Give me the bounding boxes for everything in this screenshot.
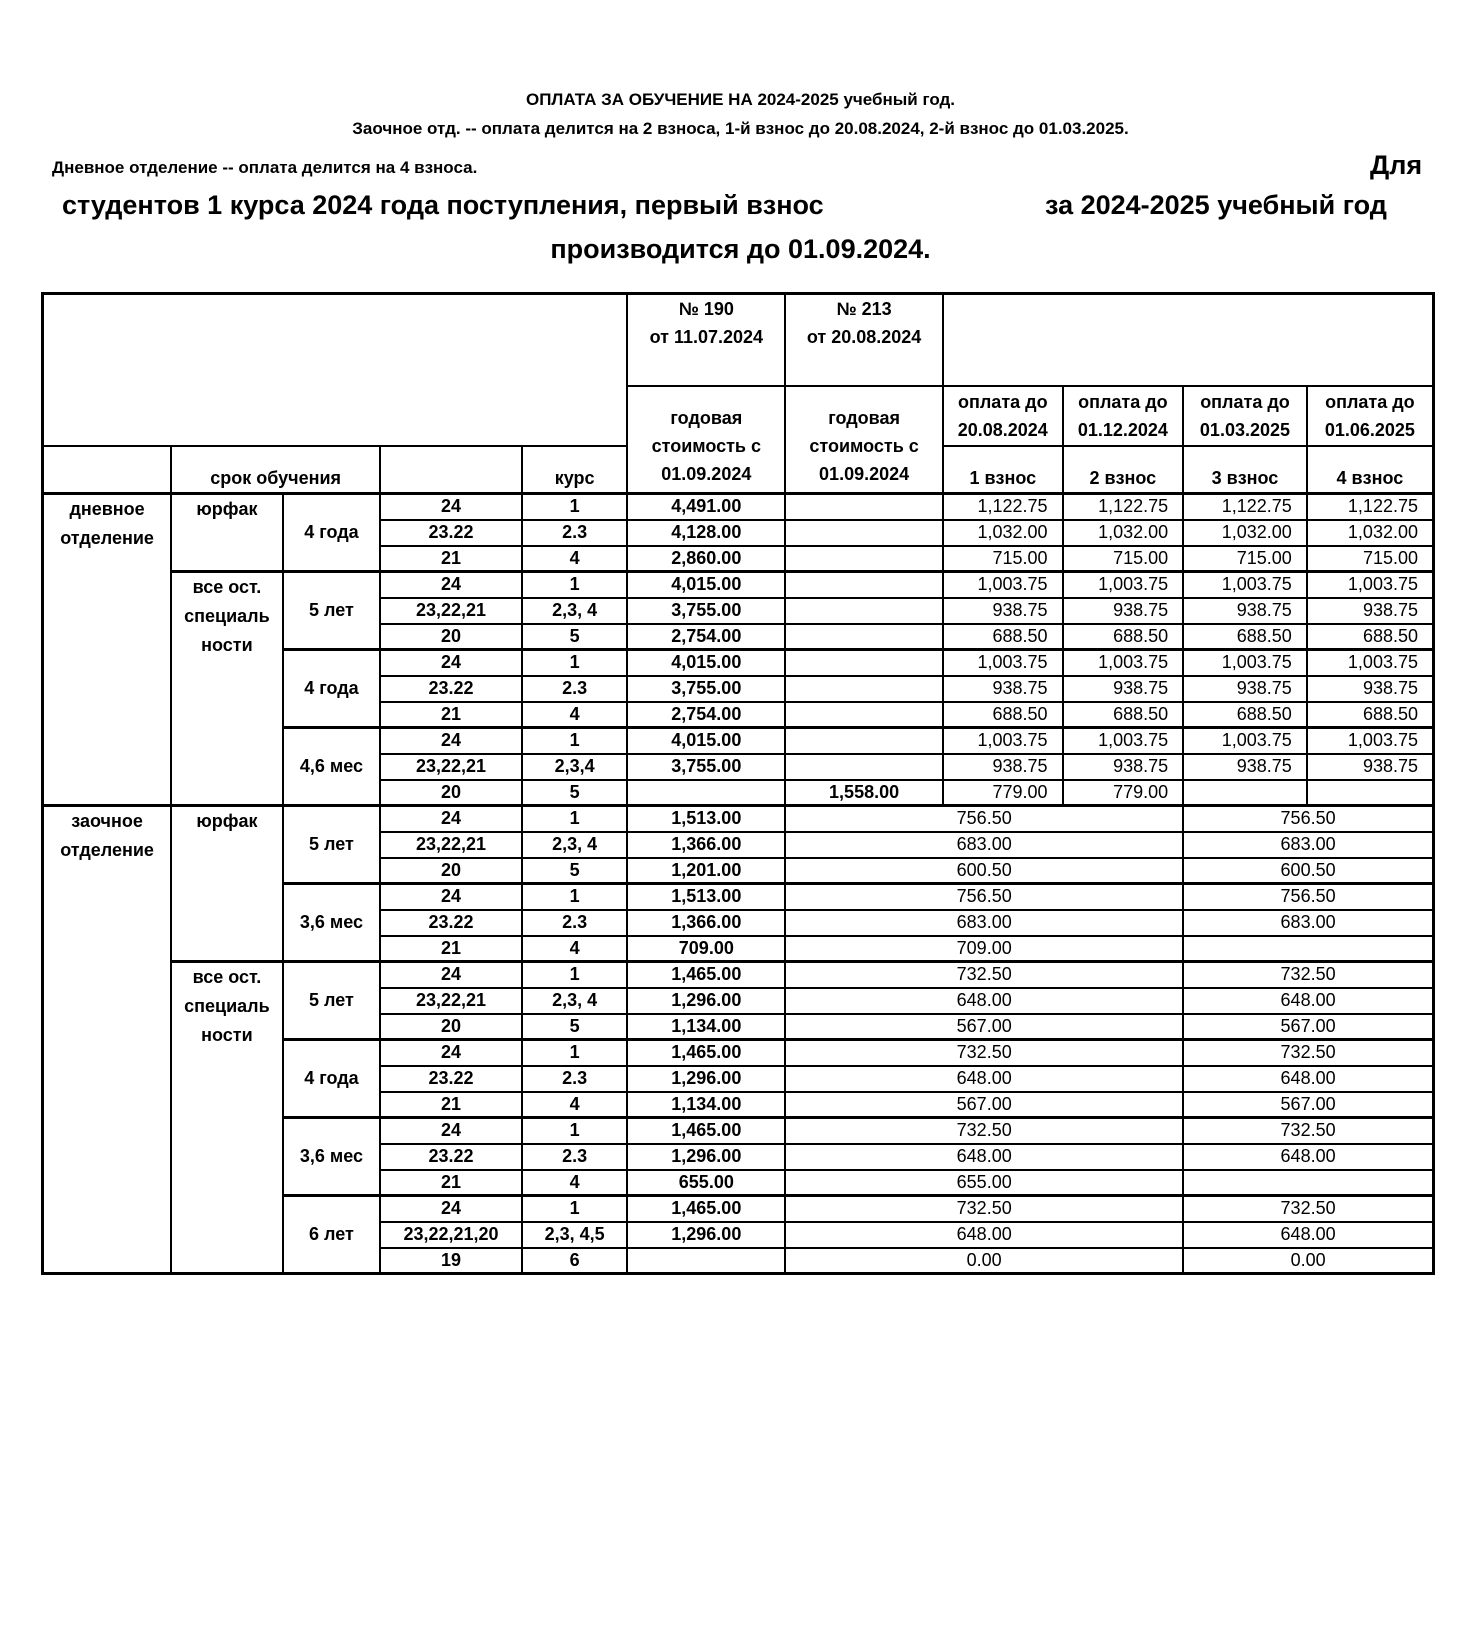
installment-cell: 938.75 (943, 754, 1063, 780)
installment-cell: 1,032.00 (1063, 520, 1184, 546)
installment-cell: 938.75 (1063, 598, 1184, 624)
installment-2-cell: 732.50 (1183, 962, 1433, 988)
installment-2-cell (1183, 936, 1433, 962)
table-row (43, 962, 1434, 988)
installment-1-cell: 0.00 (785, 1248, 1183, 1274)
term-label: 5 лет (283, 806, 380, 884)
year-cell: 19 (380, 1248, 522, 1274)
cost-cell: 1,296.00 (627, 1222, 785, 1248)
spec-label-other: все ост. специаль ности (171, 962, 283, 1274)
pay2-header: оплата до 01.12.2024 (1063, 386, 1184, 446)
cost2-cell (785, 650, 943, 676)
installment-1-cell: 756.50 (785, 884, 1183, 910)
year-cell: 24 (380, 1196, 522, 1222)
cost-cell: 1,366.00 (627, 832, 785, 858)
course-cell: 1 (522, 884, 628, 910)
course-cell: 2.3 (522, 520, 628, 546)
installment-1-cell: 648.00 (785, 988, 1183, 1014)
installment-2-cell: 0.00 (1183, 1248, 1433, 1274)
inst1-header: 1 взнос (943, 446, 1063, 494)
term-label: 5 лет (283, 962, 380, 1040)
installment-cell: 688.50 (1063, 702, 1184, 728)
installment-cell: 1,003.75 (1307, 572, 1434, 598)
installment-cell: 1,003.75 (1183, 572, 1307, 598)
cost-cell: 1,134.00 (627, 1092, 785, 1118)
installment-1-cell: 732.50 (785, 1196, 1183, 1222)
cost-cell: 2,860.00 (627, 546, 785, 572)
cost-cell: 1,513.00 (627, 884, 785, 910)
installment-2-cell: 732.50 (1183, 1196, 1433, 1222)
installment-2-cell: 732.50 (1183, 1040, 1433, 1066)
year-cell: 24 (380, 494, 522, 520)
year-cell: 24 (380, 728, 522, 754)
installment-cell: 1,003.75 (1307, 728, 1434, 754)
term-label: 4 года (283, 1040, 380, 1118)
installment-cell: 1,003.75 (1183, 650, 1307, 676)
installment-cell: 1,122.75 (1063, 494, 1184, 520)
installment-cell: 1,003.75 (943, 650, 1063, 676)
installment-cell: 715.00 (943, 546, 1063, 572)
order-213-date: от 20.08.2024 (806, 327, 922, 347)
header-blank-dept (43, 446, 172, 494)
table-row (43, 494, 1434, 520)
installment-cell: 715.00 (1183, 546, 1307, 572)
installment-1-cell: 683.00 (785, 832, 1183, 858)
header-blank-year (380, 446, 522, 494)
year-cell: 24 (380, 650, 522, 676)
day-dept-note: Дневное отделение -- оплата делится на 4 взноса. (52, 158, 478, 177)
year-cell: 24 (380, 1118, 522, 1144)
first-year-note-start: Для (1370, 150, 1423, 180)
installment-cell: 688.50 (1307, 624, 1434, 650)
installment-1-cell: 683.00 (785, 910, 1183, 936)
course-cell: 1 (522, 1196, 628, 1222)
year-cell: 21 (380, 1092, 522, 1118)
cost-cell: 1,366.00 (627, 910, 785, 936)
cost-cell: 1,201.00 (627, 858, 785, 884)
pay1-header: оплата до 20.08.2024 (943, 386, 1063, 446)
course-cell: 2.3 (522, 910, 628, 936)
order-190 (627, 294, 785, 386)
year-cell: 20 (380, 780, 522, 806)
year-cell: 21 (380, 546, 522, 572)
course-header: курс (522, 446, 628, 494)
installment-2-cell: 648.00 (1183, 1222, 1433, 1248)
installment-cell: 938.75 (1307, 598, 1434, 624)
installment-cell: 688.50 (943, 702, 1063, 728)
installment-1-cell: 648.00 (785, 1066, 1183, 1092)
order-213-number: № 213 (836, 299, 892, 319)
installment-cell: 779.00 (1063, 780, 1184, 806)
year-cell: 23.22 (380, 520, 522, 546)
installment-2-cell: 648.00 (1183, 1066, 1433, 1092)
cost-cell: 4,128.00 (627, 520, 785, 546)
installment-cell: 938.75 (1307, 754, 1434, 780)
course-cell: 2.3 (522, 1066, 628, 1092)
installment-cell (1307, 780, 1434, 806)
course-cell: 2,3, 4 (522, 598, 628, 624)
cost2-cell: 1,558.00 (785, 780, 943, 806)
cost-cell: 1,296.00 (627, 1066, 785, 1092)
installment-1-cell: 648.00 (785, 1222, 1183, 1248)
cost2-cell (785, 728, 943, 754)
installment-cell: 1,032.00 (943, 520, 1063, 546)
year-cell: 23.22 (380, 676, 522, 702)
installment-1-cell: 600.50 (785, 858, 1183, 884)
year-cell: 20 (380, 624, 522, 650)
year-cell: 23,22,21,20 (380, 1222, 522, 1248)
cost2-cell (785, 546, 943, 572)
installment-cell: 715.00 (1307, 546, 1434, 572)
year-cell: 23,22,21 (380, 754, 522, 780)
year-cell: 24 (380, 806, 522, 832)
spec-label-other: все ост. специаль ности (171, 572, 283, 806)
course-cell: 4 (522, 546, 628, 572)
course-cell: 5 (522, 858, 628, 884)
cost-cell: 2,754.00 (627, 702, 785, 728)
order-190-date: от 11.07.2024 (649, 327, 764, 347)
installment-cell: 938.75 (1183, 754, 1307, 780)
course-cell: 5 (522, 624, 628, 650)
installment-cell: 1,122.75 (1183, 494, 1307, 520)
installment-cell: 938.75 (1183, 676, 1307, 702)
year-cell: 23,22,21 (380, 598, 522, 624)
cost-cell: 4,015.00 (627, 572, 785, 598)
order-190-number: № 190 (678, 299, 734, 319)
term-label: 5 лет (283, 572, 380, 650)
year-cell: 24 (380, 884, 522, 910)
installment-2-cell: 756.50 (1183, 806, 1433, 832)
installment-1-cell: 655.00 (785, 1170, 1183, 1196)
installment-cell: 688.50 (943, 624, 1063, 650)
installment-cell: 938.75 (943, 598, 1063, 624)
installment-cell (1183, 780, 1307, 806)
cost-cell: 1,465.00 (627, 1118, 785, 1144)
cost-cell (627, 1248, 785, 1274)
year-cell: 24 (380, 962, 522, 988)
installment-1-cell: 567.00 (785, 1014, 1183, 1040)
cost-cell: 655.00 (627, 1170, 785, 1196)
cost-cell: 1,465.00 (627, 962, 785, 988)
table-row (43, 572, 1434, 598)
course-cell: 1 (522, 1040, 628, 1066)
cost2-cell (785, 572, 943, 598)
installment-cell: 938.75 (943, 676, 1063, 702)
installment-cell: 1,003.75 (1307, 650, 1434, 676)
installment-1-cell: 732.50 (785, 1118, 1183, 1144)
first-year-note-end: производится до 01.09.2024. (550, 234, 931, 264)
year-cell: 23,22,21 (380, 832, 522, 858)
course-cell: 4 (522, 1170, 628, 1196)
first-year-note-left: студентов 1 курса 2024 года поступления, первый взнос (62, 190, 824, 220)
course-cell: 2.3 (522, 1144, 628, 1170)
cost-cell: 1,296.00 (627, 1144, 785, 1170)
inst2-header: 2 взнос (1063, 446, 1184, 494)
course-cell: 2,3, 4 (522, 832, 628, 858)
installment-cell: 1,003.75 (1183, 728, 1307, 754)
course-cell: 1 (522, 572, 628, 598)
correspondence-note: Заочное отд. -- оплата делится на 2 взноса, 1-й взнос до 20.08.2024, 2-й взнос до 01.03.2025. (352, 119, 1129, 138)
installment-cell: 779.00 (943, 780, 1063, 806)
table-row (43, 806, 1434, 832)
cost-cell: 3,755.00 (627, 754, 785, 780)
installment-cell: 1,003.75 (943, 728, 1063, 754)
installment-2-cell: 683.00 (1183, 910, 1433, 936)
installment-2-cell: 567.00 (1183, 1014, 1433, 1040)
year-cell: 20 (380, 858, 522, 884)
year-cell: 21 (380, 1170, 522, 1196)
course-cell: 1 (522, 1118, 628, 1144)
installment-1-cell: 648.00 (785, 1144, 1183, 1170)
annual-cost-header-1: годовая стоимость с 01.09.2024 (627, 386, 785, 494)
installment-2-cell (1183, 1170, 1433, 1196)
cost-cell: 1,465.00 (627, 1196, 785, 1222)
cost2-cell (785, 494, 943, 520)
year-cell: 23,22,21 (380, 988, 522, 1014)
cost-cell: 1,513.00 (627, 806, 785, 832)
installment-2-cell: 683.00 (1183, 832, 1433, 858)
spec-label-law: юрфак (171, 494, 283, 572)
installment-cell: 1,003.75 (1063, 650, 1184, 676)
course-cell: 2,3, 4 (522, 988, 628, 1014)
installment-1-cell: 709.00 (785, 936, 1183, 962)
cost-cell: 1,465.00 (627, 1040, 785, 1066)
installment-cell: 1,032.00 (1307, 520, 1434, 546)
cost2-cell (785, 624, 943, 650)
course-cell: 5 (522, 780, 628, 806)
installment-2-cell: 732.50 (1183, 1118, 1433, 1144)
installment-2-cell: 648.00 (1183, 988, 1433, 1014)
cost2-cell (785, 520, 943, 546)
pay4-header: оплата до 01.06.2025 (1307, 386, 1434, 446)
installment-cell: 688.50 (1307, 702, 1434, 728)
cost-cell: 4,015.00 (627, 728, 785, 754)
year-cell: 21 (380, 936, 522, 962)
installment-2-cell: 756.50 (1183, 884, 1433, 910)
course-cell: 1 (522, 650, 628, 676)
installment-1-cell: 732.50 (785, 1040, 1183, 1066)
spec-label-law: юрфак (171, 806, 283, 962)
installment-cell: 688.50 (1063, 624, 1184, 650)
course-cell: 1 (522, 962, 628, 988)
cost-cell: 3,755.00 (627, 598, 785, 624)
header-row-1 (43, 294, 1434, 386)
cost-cell: 4,015.00 (627, 650, 785, 676)
cost-cell: 3,755.00 (627, 676, 785, 702)
cost-cell: 2,754.00 (627, 624, 785, 650)
installment-cell: 688.50 (1183, 702, 1307, 728)
installment-cell: 715.00 (1063, 546, 1184, 572)
cost2-cell (785, 754, 943, 780)
course-cell: 5 (522, 1014, 628, 1040)
cost-cell: 1,134.00 (627, 1014, 785, 1040)
installment-2-cell: 600.50 (1183, 858, 1433, 884)
installment-cell: 938.75 (1183, 598, 1307, 624)
year-cell: 21 (380, 702, 522, 728)
dept-label-corr: заочное отделение (43, 806, 172, 1274)
course-cell: 2,3, 4,5 (522, 1222, 628, 1248)
installment-1-cell: 756.50 (785, 806, 1183, 832)
course-cell: 4 (522, 936, 628, 962)
term-label: 6 лет (283, 1196, 380, 1274)
first-year-note-right: за 2024-2025 учебный год (1045, 190, 1387, 220)
year-cell: 23.22 (380, 1144, 522, 1170)
cost2-cell (785, 676, 943, 702)
cost-cell: 709.00 (627, 936, 785, 962)
installment-cell: 1,003.75 (1063, 572, 1184, 598)
cost2-cell (785, 598, 943, 624)
installment-cell: 938.75 (1307, 676, 1434, 702)
term-label: 3,6 мес (283, 1118, 380, 1196)
doc-title: ОПЛАТА ЗА ОБУЧЕНИЕ НА 2024-2025 учебный год. (525, 90, 956, 109)
installment-cell: 1,003.75 (943, 572, 1063, 598)
course-cell: 2,3,4 (522, 754, 628, 780)
header-blank (43, 294, 628, 446)
cost-cell (627, 780, 785, 806)
installment-1-cell: 732.50 (785, 962, 1183, 988)
course-cell: 1 (522, 806, 628, 832)
header-blank-right (943, 294, 1434, 386)
installment-1-cell: 567.00 (785, 1092, 1183, 1118)
course-cell: 6 (522, 1248, 628, 1274)
installment-cell: 938.75 (1063, 676, 1184, 702)
cost-cell: 1,296.00 (627, 988, 785, 1014)
installment-cell: 688.50 (1183, 624, 1307, 650)
year-cell: 24 (380, 1040, 522, 1066)
course-cell: 1 (522, 728, 628, 754)
order-213 (785, 294, 943, 386)
term-label: 4 года (283, 650, 380, 728)
course-cell: 4 (522, 1092, 628, 1118)
inst3-header: 3 взнос (1183, 446, 1307, 494)
course-cell: 2.3 (522, 676, 628, 702)
installment-cell: 1,122.75 (943, 494, 1063, 520)
course-cell: 1 (522, 494, 628, 520)
year-cell: 23.22 (380, 1066, 522, 1092)
term-label: 4 года (283, 494, 380, 572)
pay3-header: оплата до 01.03.2025 (1183, 386, 1307, 446)
term-header: срок обучения (171, 446, 380, 494)
installment-cell: 938.75 (1063, 754, 1184, 780)
installment-cell: 1,032.00 (1183, 520, 1307, 546)
inst4-header: 4 взнос (1307, 446, 1434, 494)
annual-cost-header-2: годовая стоимость с 01.09.2024 (785, 386, 943, 494)
term-label: 3,6 мес (283, 884, 380, 962)
installment-2-cell: 648.00 (1183, 1144, 1433, 1170)
fees-table (41, 292, 1435, 1275)
installment-cell: 1,003.75 (1063, 728, 1184, 754)
installment-cell: 1,122.75 (1307, 494, 1434, 520)
term-label: 4,6 мес (283, 728, 380, 806)
installment-2-cell: 567.00 (1183, 1092, 1433, 1118)
course-cell: 4 (522, 702, 628, 728)
year-cell: 24 (380, 572, 522, 598)
year-cell: 20 (380, 1014, 522, 1040)
cost2-cell (785, 702, 943, 728)
year-cell: 23.22 (380, 910, 522, 936)
dept-label-day: дневное отделение (43, 494, 172, 806)
cost-cell: 4,491.00 (627, 494, 785, 520)
